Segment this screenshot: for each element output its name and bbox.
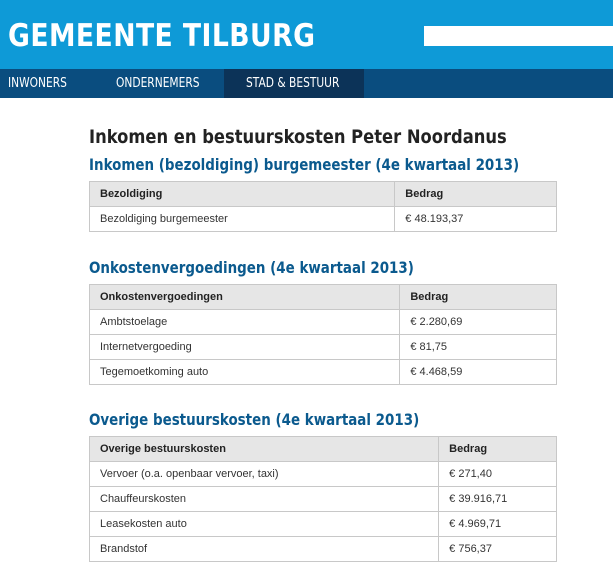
table-row xyxy=(90,537,557,562)
column-header: Onkostenvergoedingen xyxy=(90,285,400,310)
table-cell: Brandstof xyxy=(90,537,439,562)
column-header: Bedrag xyxy=(395,182,557,207)
table-cell: Tegemoetkoming auto xyxy=(90,360,400,385)
table-cell: Internetvergoeding xyxy=(90,335,400,360)
nav-item-label: INWONERS xyxy=(8,76,67,91)
table-cell: € 4.969,71 xyxy=(439,512,557,537)
table-overige-bestuurskosten xyxy=(89,436,557,562)
table-header-row xyxy=(90,285,557,310)
table-row xyxy=(90,462,557,487)
table-cell: € 2.280,69 xyxy=(400,310,557,335)
column-header: Bezoldiging xyxy=(90,182,395,207)
table-cell: Leasekosten auto xyxy=(90,512,439,537)
table-row xyxy=(90,487,557,512)
page-title: Inkomen en bestuurskosten Peter Noordanus xyxy=(89,126,507,148)
column-header: Bedrag xyxy=(439,437,557,462)
nav-item-inwoners[interactable] xyxy=(0,69,86,98)
table-cell: € 81,75 xyxy=(400,335,557,360)
table-cell: Chauffeurskosten xyxy=(90,487,439,512)
table-cell: Ambtstoelage xyxy=(90,310,400,335)
table-cell: € 756,37 xyxy=(439,537,557,562)
table-header-row xyxy=(90,437,557,462)
section-title-onkosten: Onkostenvergoedingen (4e kwartaal 2013) xyxy=(89,258,414,277)
table-cell: € 4.468,59 xyxy=(400,360,557,385)
search-input[interactable] xyxy=(424,26,613,46)
table-row xyxy=(90,310,557,335)
main-content xyxy=(89,124,559,562)
nav-item-label: STAD & BESTUUR xyxy=(246,76,340,91)
table-row xyxy=(90,512,557,537)
table-row xyxy=(90,360,557,385)
main-nav xyxy=(0,69,613,98)
table-cell: € 48.193,37 xyxy=(395,207,557,232)
table-bezoldiging xyxy=(89,181,557,232)
table-cell: € 39.916,71 xyxy=(439,487,557,512)
section-title-inkomen: Inkomen (bezoldiging) burgemeester (4e kwartaal 2013) xyxy=(89,155,520,174)
site-header xyxy=(0,0,613,69)
table-cell: € 271,40 xyxy=(439,462,557,487)
table-header-row xyxy=(90,182,557,207)
table-row xyxy=(90,335,557,360)
nav-item-ondernemers[interactable] xyxy=(100,69,220,98)
nav-item-label: ONDERNEMERS xyxy=(116,76,200,91)
table-cell: Vervoer (o.a. openbaar vervoer, taxi) xyxy=(90,462,439,487)
table-cell: Bezoldiging burgemeester xyxy=(90,207,395,232)
section-title-overige: Overige bestuurskosten (4e kwartaal 2013) xyxy=(89,410,420,429)
site-logo[interactable]: GEMEENTE TILBURG xyxy=(8,18,316,54)
table-row xyxy=(90,207,557,232)
table-onkostenvergoedingen xyxy=(89,284,557,385)
column-header: Bedrag xyxy=(400,285,557,310)
column-header: Overige bestuurskosten xyxy=(90,437,439,462)
nav-item-stad-bestuur[interactable] xyxy=(224,69,364,98)
